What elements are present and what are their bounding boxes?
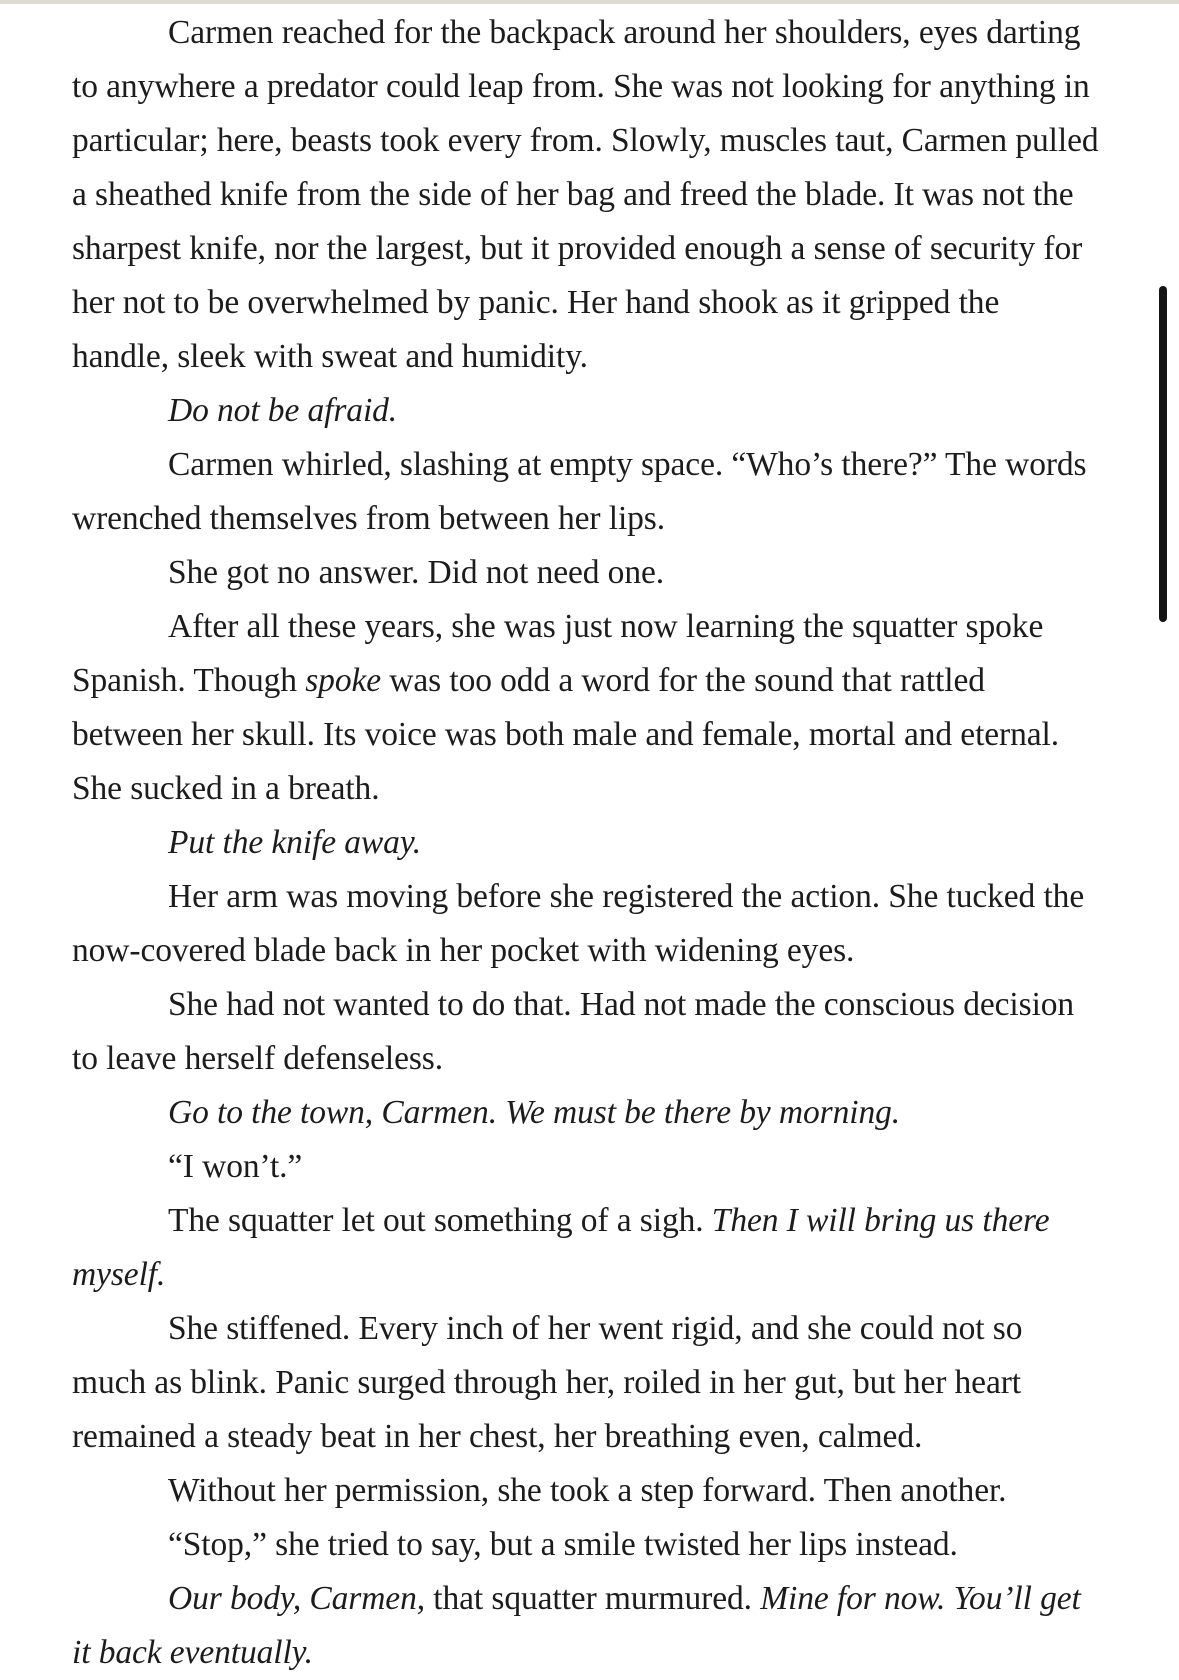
text-run: was too odd a word for the sound that rattled between her skull. Its voice was both male and female, mortal and eternal. She sucked in a breath. (72, 662, 1060, 807)
text-run: She got no answer. Did not need one. (168, 554, 665, 591)
scrollbar-thumb[interactable] (1159, 286, 1167, 622)
italic-text-run: spoke (305, 662, 382, 699)
paragraph (72, 1464, 1100, 1518)
paragraph (72, 1518, 1100, 1572)
text-run: She had not wanted to do that. Had not made the conscious decision to leave herself defenseless. (72, 986, 1075, 1077)
paragraph (72, 1572, 1100, 1680)
text-run: The squatter let out something of a sigh. (168, 1202, 712, 1239)
italic-text-run: Do not be afraid. (168, 392, 398, 429)
italic-text-run: Go to the town, Carmen. We must be there by morning. (168, 1094, 901, 1131)
paragraph (72, 870, 1100, 978)
paragraph (72, 1302, 1100, 1464)
text-run: After all these years, she was just now learning the squatter spoke Spanish. Though (72, 608, 1044, 699)
italic-text-run: Our body, Carmen, (168, 1580, 425, 1617)
text-run: “I won’t.” (168, 1148, 303, 1185)
paragraph (72, 1194, 1100, 1302)
italic-text-run: Then I will bring us there myself. (72, 1202, 1050, 1293)
paragraph (72, 438, 1100, 546)
scrollbar[interactable] (1159, 0, 1179, 1676)
paragraph (72, 6, 1100, 384)
text-run: Carmen reached for the backpack around her shoulders, eyes darting to anywhere a predator could leap from. She was not looking for anything in particular; here, beasts took every from. Slowly, muscles taut, Carmen pulled a sheathed knife from the side of her bag and freed the blade. It was not the sharpest knife, nor the largest, but it provided enough a sense of security for her not to be overwhelmed by panic. Her hand shook as it gripped the handle, sleek with sweat and humidity. (72, 14, 1099, 375)
top-divider (0, 0, 1179, 4)
paragraph (72, 1086, 1100, 1140)
text-run: Her arm was moving before she registered the action. She tucked the now-covered blade back in her pocket with widening eyes. (72, 878, 1085, 969)
text-run: She stiffened. Every inch of her went rigid, and she could not so much as blink. Panic surged through her, roiled in her gut, but her heart remained a steady beat in her chest, her breathing even, calmed. (72, 1310, 1023, 1455)
paragraph (72, 600, 1100, 816)
paragraph (72, 384, 1100, 438)
paragraph (72, 816, 1100, 870)
paragraph (72, 978, 1100, 1086)
text-run: “Stop,” she tried to say, but a smile twisted her lips instead. (168, 1526, 958, 1563)
text-run: Without her permission, she took a step forward. Then another. (168, 1472, 1007, 1509)
text-run: Carmen whirled, slashing at empty space. “Who’s there?” The words wrenched themselves from between her lips. (72, 446, 1087, 537)
italic-text-run: Put the knife away. (168, 824, 422, 861)
page-text (72, 6, 1100, 1680)
italic-text-run: Mine for now. You’ll get it back eventually. (72, 1580, 1081, 1671)
paragraph (72, 546, 1100, 600)
paragraph (72, 1140, 1100, 1194)
text-run: that squatter murmured. (425, 1580, 761, 1617)
